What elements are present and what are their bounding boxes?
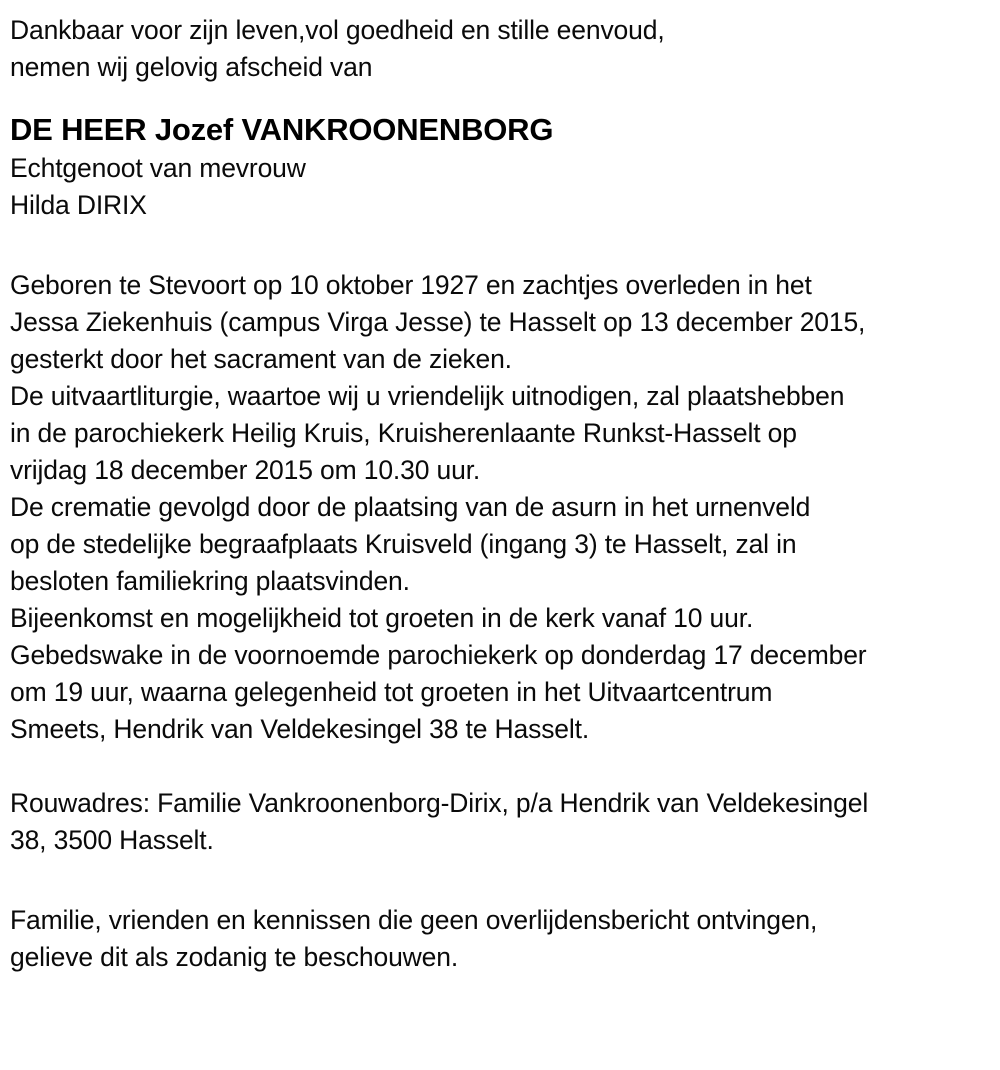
closing-line-2: gelieve dit als zodanig te beschouwen.	[10, 942, 459, 972]
spacer-after-intro	[10, 86, 994, 110]
details-line-11: Gebedswake in de voornoemde parochiekerk op donderdag 17 december	[10, 640, 867, 670]
details-line-6: vrijdag 18 december 2015 om 10.30 uur.	[10, 455, 481, 485]
spacer-before-closing	[10, 859, 994, 896]
details-paragraph	[10, 267, 994, 748]
deceased-block	[10, 110, 994, 224]
mourning-address-line-1: Rouwadres: Familie Vankroonenborg-Dirix, p/a Hendrik van Veldekesingel	[10, 788, 869, 818]
mourning-address-line-2: 38, 3500 Hasselt.	[10, 825, 214, 855]
intro-paragraph	[10, 12, 994, 86]
spouse-label: Echtgenoot van mevrouw	[10, 153, 306, 183]
spouse-name: Hilda DIRIX	[10, 190, 147, 220]
details-line-4: De uitvaartliturgie, waartoe wij u vriendelijk uitnodigen, zal plaatshebben	[10, 381, 845, 411]
closing-line-1: Familie, vrienden en kennissen die geen overlijdensbericht ontvingen,	[10, 905, 818, 935]
details-line-13: Smeets, Hendrik van Veldekesingel 38 te Hasselt.	[10, 714, 590, 744]
intro-line-1: Dankbaar voor zijn leven,vol goedheid en stille eenvoud,	[10, 15, 665, 45]
details-line-7: De crematie gevolgd door de plaatsing van de asurn in het urnenveld	[10, 492, 811, 522]
details-line-2: Jessa Ziekenhuis (campus Virga Jesse) te Hasselt op 13 december 2015,	[10, 307, 866, 337]
deceased-name: DE HEER Jozef VANKROONENBORG	[10, 112, 554, 147]
details-line-9: besloten familiekring plaatsvinden.	[10, 566, 410, 596]
spacer-before-address	[10, 748, 994, 785]
mourning-address-paragraph	[10, 785, 994, 859]
details-line-12: om 19 uur, waarna gelegenheid tot groeten in het Uitvaartcentrum	[10, 677, 773, 707]
details-line-8: op de stedelijke begraafplaats Kruisveld (ingang 3) te Hasselt, zal in	[10, 529, 797, 559]
details-line-1: Geboren te Stevoort op 10 oktober 1927 en zachtjes overleden in het	[10, 270, 812, 300]
details-line-5: in de parochiekerk Heilig Kruis, Kruisherenlaante Runkst-Hasselt op	[10, 418, 797, 448]
closing-paragraph	[10, 902, 994, 976]
intro-line-2: nemen wij gelovig afscheid van	[10, 52, 373, 82]
details-line-3: gesterkt door het sacrament van de zieken.	[10, 344, 512, 374]
spacer-before-details	[10, 224, 994, 261]
details-line-10: Bijeenkomst en mogelijkheid tot groeten in de kerk vanaf 10 uur.	[10, 603, 754, 633]
